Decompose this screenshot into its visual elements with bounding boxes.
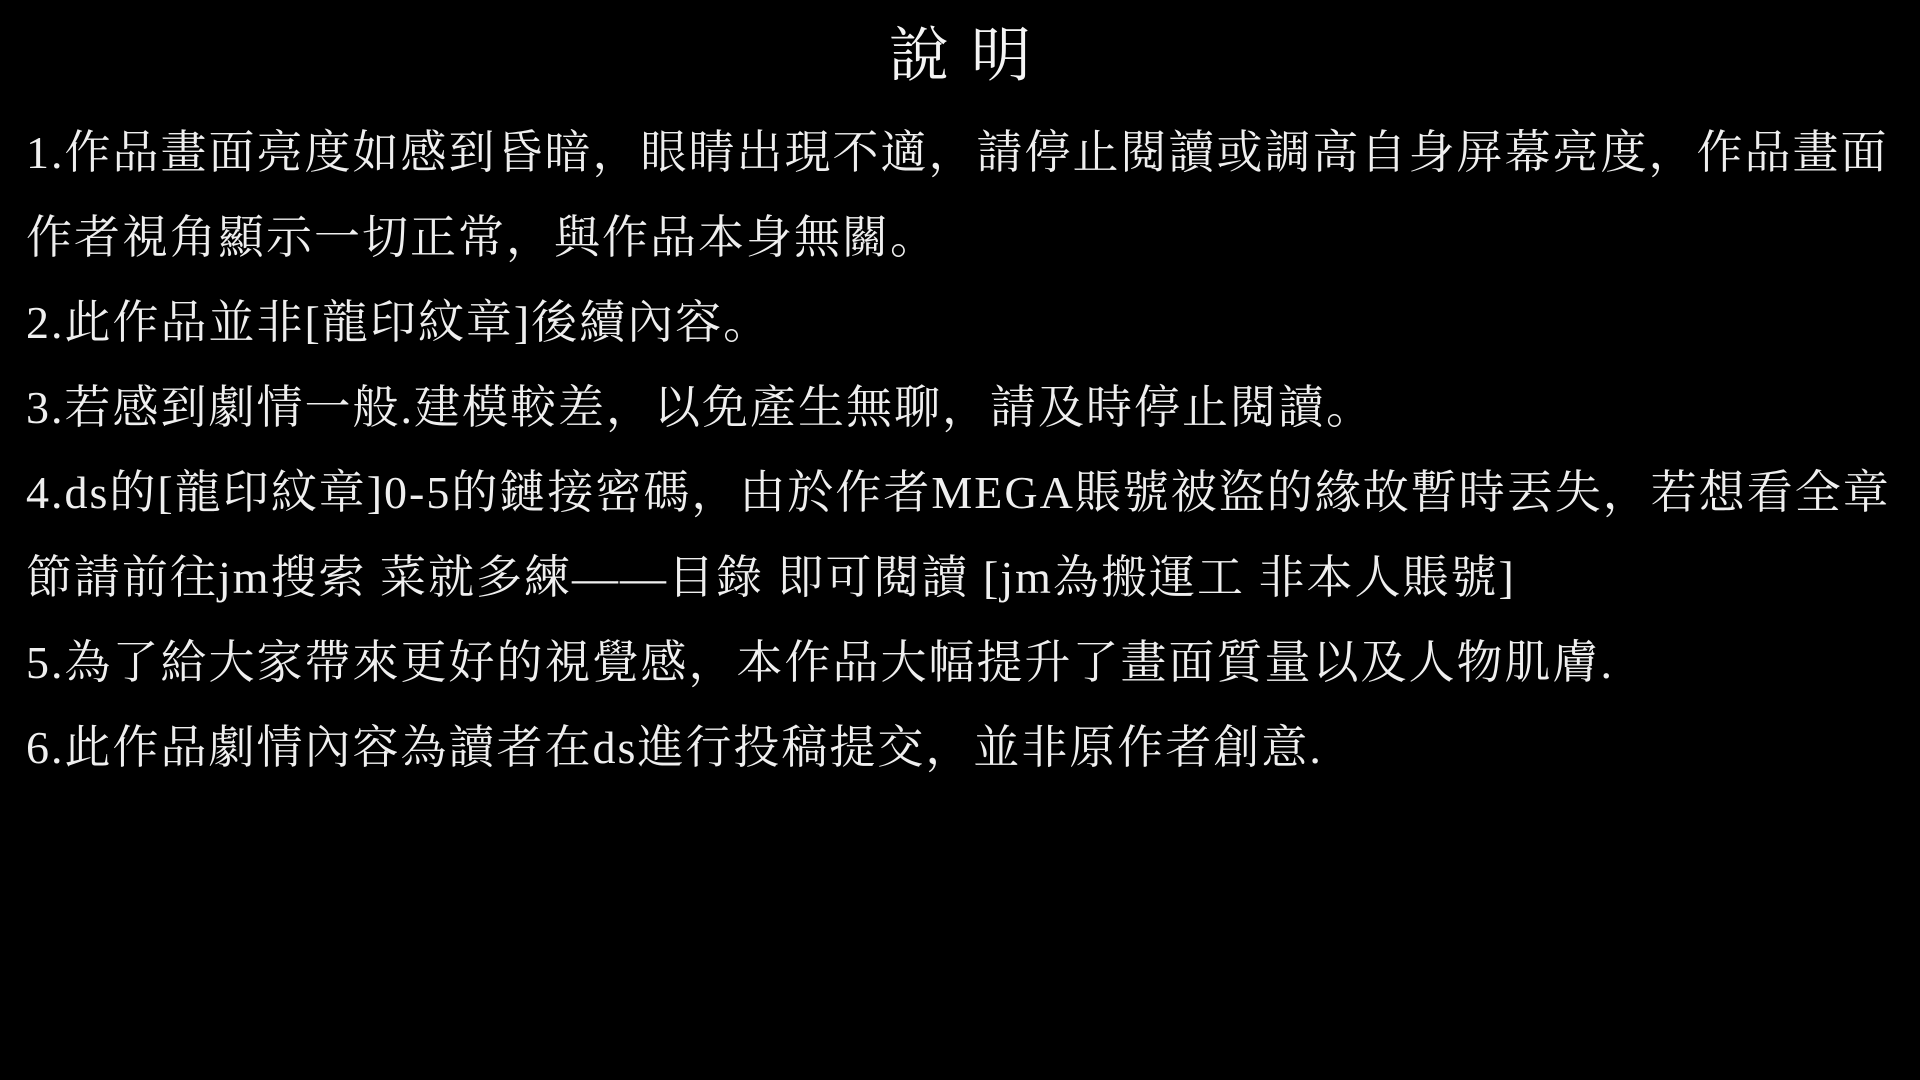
- notice-body: [26, 110, 1894, 790]
- notice-line: 1.作品畫面亮度如感到昏暗，眼睛出現不適，請停止閱讀或調高自身屏幕亮度，作品畫面: [26, 127, 1889, 178]
- notice-line: 2.此作品並非[龍印紋章]後續內容。: [26, 297, 772, 348]
- notice-line: 4.ds的[龍印紋章]0-5的鏈接密碼，由於作者MEGA賬號被盜的緣故暫時丟失，若想看全章: [26, 467, 1891, 518]
- notice-line: 作者視角顯示一切正常，與作品本身無關。: [26, 212, 938, 263]
- notice-line: 節請前往jm搜索 菜就多練——目錄 即可閱讀 [jm為搬運工 非本人賬號]: [26, 552, 1516, 603]
- notice-line: 5.為了給大家帶來更好的視覺感，本作品大幅提升了畫面質量以及人物肌膚.: [26, 637, 1614, 688]
- notice-line: 3.若感到劇情一般.建模較差，以免產生無聊，請及時停止閱讀。: [26, 382, 1374, 433]
- notice-line: 6.此作品劇情內容為讀者在ds進行投稿提交，並非原作者創意.: [26, 722, 1323, 773]
- page-title: 說明: [889, 23, 1053, 89]
